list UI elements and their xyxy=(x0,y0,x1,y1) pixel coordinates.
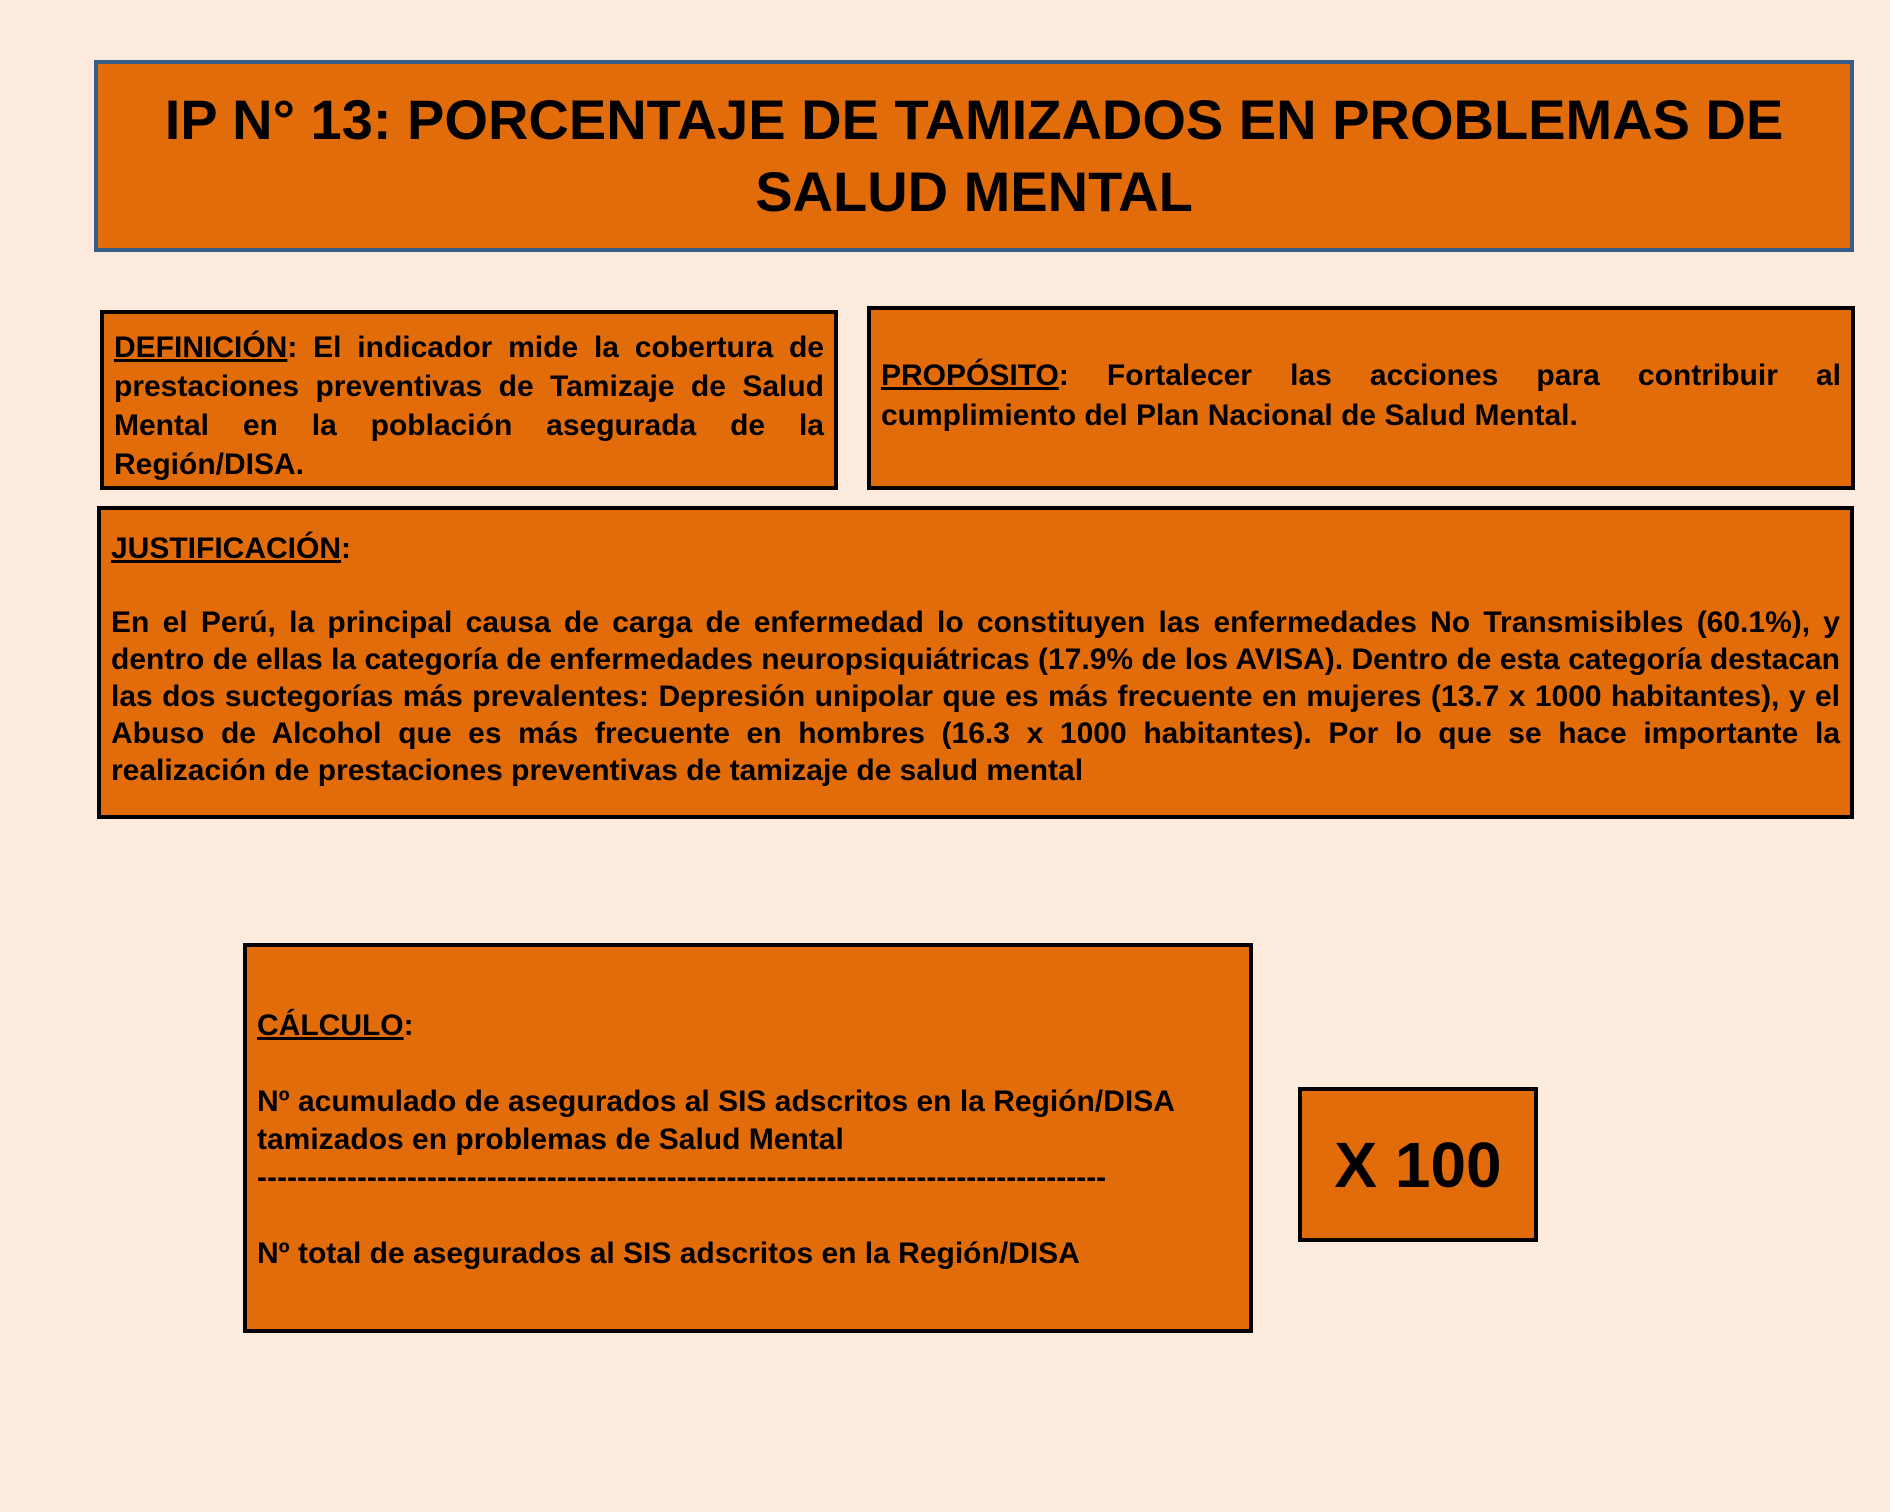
calculo-denominator: Nº total de asegurados al SIS adscritos en la Región/DISA xyxy=(257,1237,1080,1270)
calculo-heading: CÁLCULO xyxy=(257,1009,404,1042)
spacer xyxy=(111,567,1840,604)
proposito-text: : Fortalecer las acciones para contribuir al cumplimiento del Plan Nacional de Salud Mental. xyxy=(881,359,1841,432)
calculo-numerator: Nº acumulado de asegurados al SIS adscritos en la Región/DISA tamizados en problemas de Salud Mental xyxy=(257,1085,1174,1156)
proposito-heading: PROPÓSITO xyxy=(881,359,1059,392)
calculo-heading-line xyxy=(257,1007,1239,1045)
justificacion-heading: JUSTIFICACIÓN xyxy=(111,532,342,565)
multiplier-box xyxy=(1298,1087,1538,1242)
calculo-box xyxy=(243,943,1253,1333)
calculo-divider: ------------------------------------------------------------------------------------- xyxy=(257,1161,1107,1194)
justificacion-heading-line xyxy=(111,530,1840,567)
spacer xyxy=(257,1197,1239,1235)
indicator-title-box xyxy=(94,60,1854,252)
definicion-heading: DEFINICIÓN xyxy=(114,331,288,364)
justificacion-box xyxy=(97,506,1854,819)
justificacion-text: En el Perú, la principal causa de carga de enfermedad lo constituyen las enfermedades No Transmisibles (60.1%), y dentro de ellas la categoría de enfermedades neuropsiquiátricas (17.9% de los AVISA). Dentro de esta categoría destacan las dos suctegorías más prevalentes: Depresión unipolar que es más frecuente en mujeres (13.7 x 1000 habitantes), y el Abuso de Alcohol que es más frecuente en hombres (16.3 x 1000 habitantes). Por lo que se hace importante la realización de prestaciones preventivas de tamizaje de salud mental xyxy=(111,606,1840,787)
multiplier-text: X 100 xyxy=(1334,1128,1502,1201)
definicion-text: : El indicador mide la cobertura de prestaciones preventivas de Tamizaje de Salud Mental en la población asegurada de la Región/DISA. xyxy=(114,331,824,481)
spacer xyxy=(257,1045,1239,1083)
calculo-colon: : xyxy=(403,1009,414,1042)
proposito-box xyxy=(867,306,1855,490)
justificacion-colon: : xyxy=(341,532,352,565)
definicion-box xyxy=(100,310,838,490)
indicator-title: IP N° 13: PORCENTAJE DE TAMIZADOS EN PROBLEMAS DE SALUD MENTAL xyxy=(164,88,1784,223)
